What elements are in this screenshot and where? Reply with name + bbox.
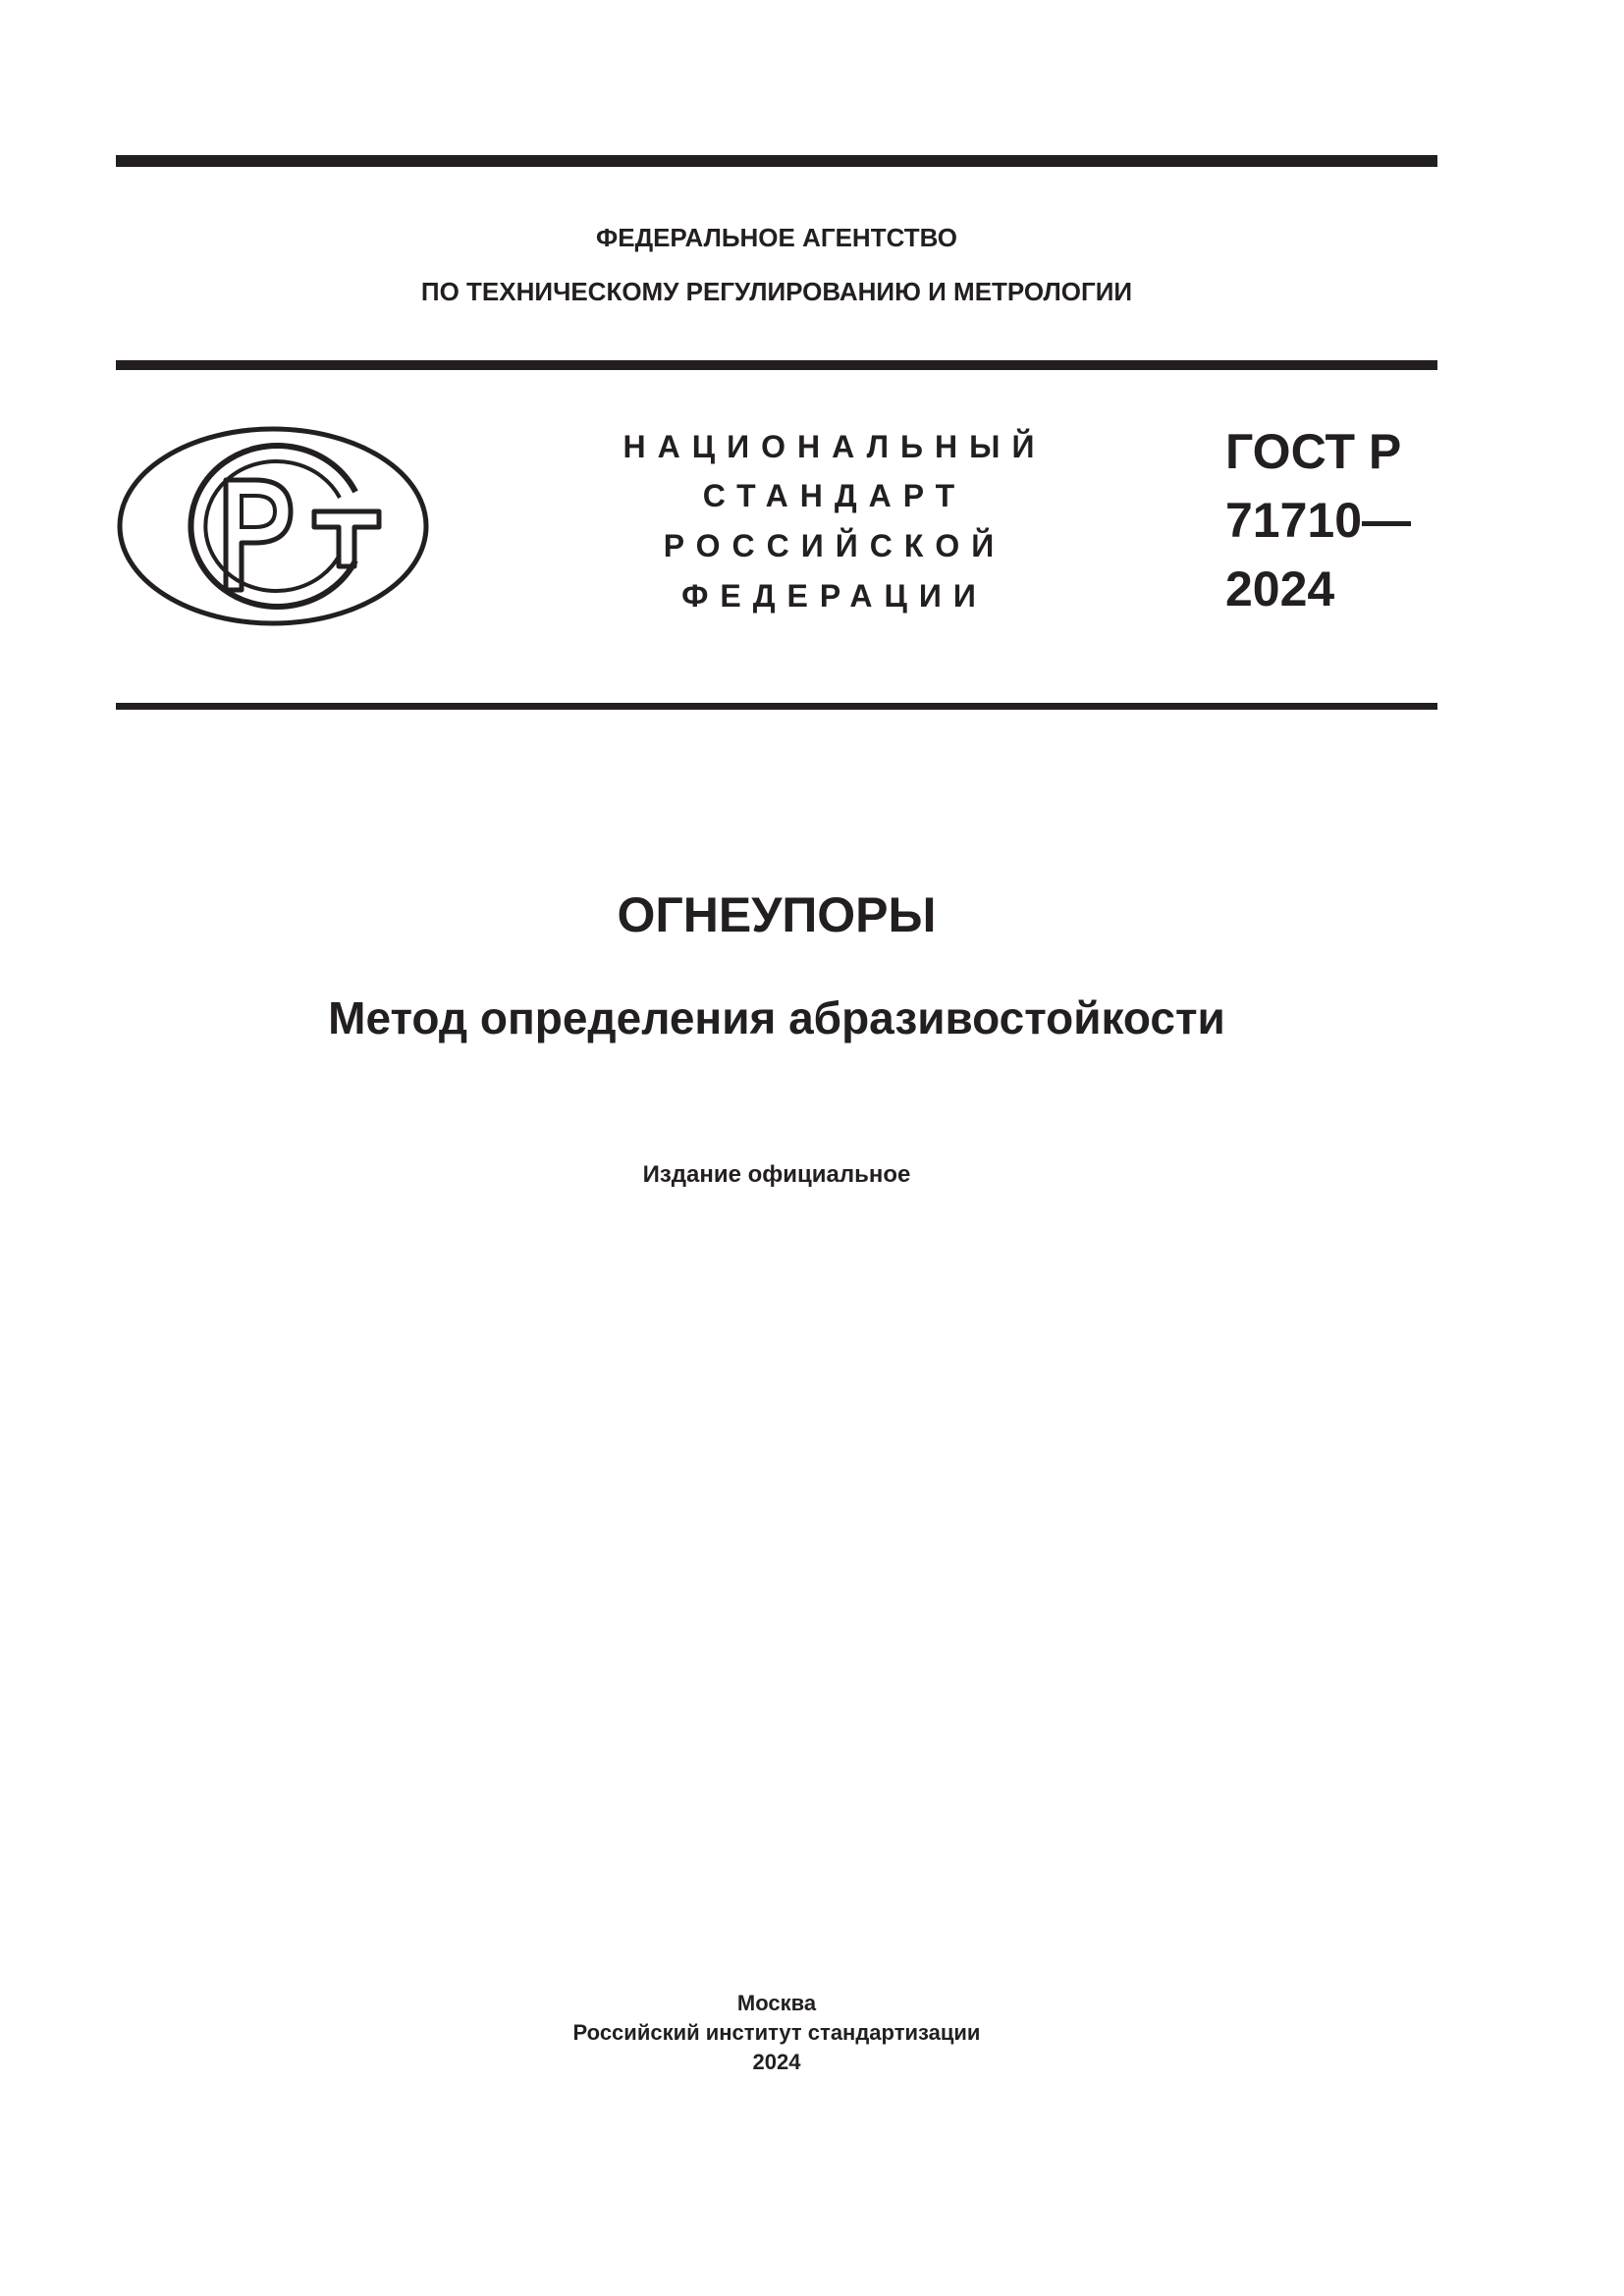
standard-type-line-1: НАЦИОНАЛЬНЫЙ [623, 429, 1047, 464]
document-title: ОГНЕУПОРЫ [617, 887, 937, 942]
imprint-city: Москва [736, 1991, 817, 2015]
title-block-rule [116, 703, 1437, 710]
imprint-year: 2024 [752, 2050, 801, 2074]
standard-type-line-3: РОССИЙСКОЙ [663, 528, 1006, 563]
edition-label: Издание официальное [642, 1161, 911, 1188]
standard-designation-line-3: 2024 [1225, 561, 1335, 616]
document-subtitle: Метод определения абразивостойкости [328, 992, 1225, 1043]
agency-name-line-1: ФЕДЕРАЛЬНОЕ АГЕНТСТВО [596, 223, 957, 252]
top-rule [116, 155, 1437, 167]
header-rule [116, 360, 1437, 370]
imprint-publisher: Российский институт стандартизации [572, 2020, 981, 2045]
standard-designation-line-2: 71710— [1225, 493, 1412, 548]
standard-type-line-4: ФЕДЕРАЦИИ [681, 578, 988, 614]
agency-name-line-2: ПО ТЕХНИЧЕСКОМУ РЕГУЛИРОВАНИЮ И МЕТРОЛОГИИ [420, 277, 1133, 306]
rst-certification-logo-icon [116, 425, 430, 627]
standard-designation-line-1: ГОСТ Р [1225, 424, 1402, 479]
standard-type-line-2: СТАНДАРТ [702, 478, 967, 513]
